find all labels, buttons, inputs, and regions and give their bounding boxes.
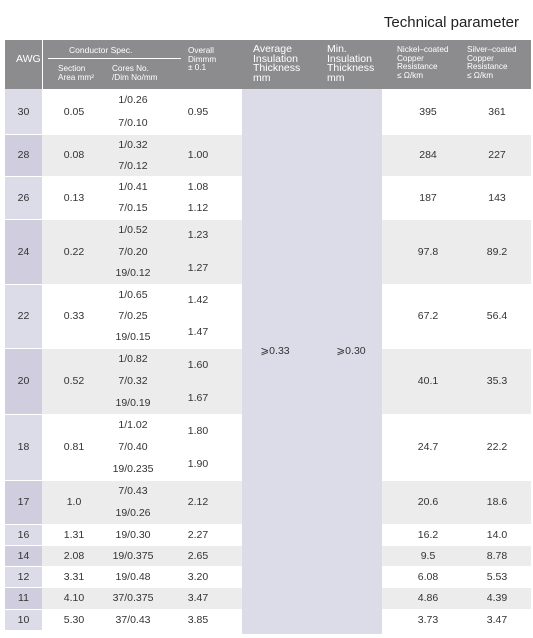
dims-cell: 1.47 (187, 326, 209, 338)
cores-cell: 7/0.25 (118, 310, 148, 322)
cores-cell: 19/0.15 (115, 331, 151, 344)
cores-cell: 1/0.82 (118, 353, 148, 365)
cores-cell: 7/0.12 (118, 159, 148, 172)
awg-cell: 20 (5, 348, 42, 414)
ni-cell: 4.86 (417, 592, 439, 604)
awg-cell: 26 (5, 176, 42, 219)
dims-cell: 3.85 (187, 613, 209, 626)
cores-cell: 1/0.65 (118, 288, 148, 301)
dims-cell: 0.95 (187, 105, 209, 118)
area-cell: 0.81 (63, 441, 85, 453)
ni-cell: 24.7 (417, 441, 439, 453)
ni-cell: 16.2 (417, 528, 439, 541)
ag-cell: 8.78 (486, 549, 508, 562)
dims-cell: 2.65 (187, 549, 209, 562)
cores-cell: 1/0.52 (118, 223, 148, 236)
header-nickel-resistance: Nickel–coated Copper Resistance ≤ Ω/km (397, 45, 449, 80)
ni-cell: 284 (419, 149, 437, 161)
cores-cell: 7/0.40 (118, 441, 148, 453)
area-cell: 0.08 (63, 149, 85, 161)
dims-cell: 1.12 (187, 202, 209, 215)
insulation-merged-cell (242, 89, 382, 634)
ag-cell: 4.39 (486, 592, 508, 604)
ag-cell: 227 (488, 149, 506, 161)
dims-cell: 1.90 (187, 457, 209, 470)
dims-cell: 1.23 (187, 229, 209, 242)
awg-cell: 17 (5, 480, 42, 524)
avg-insulation-value: ⩾0.33 (260, 345, 290, 357)
cores-cell: 1/0.26 (118, 94, 148, 107)
ni-cell: 9.5 (420, 549, 436, 562)
ag-cell: 56.4 (486, 310, 508, 322)
cores-cell: 19/0.12 (115, 267, 151, 280)
awg-cell: 18 (5, 414, 42, 480)
awg-cell: 24 (5, 219, 42, 284)
min-insulation-value: ⩾0.30 (336, 345, 366, 357)
awg-cell: 22 (5, 284, 42, 348)
cores-cell: 37/0.43 (115, 613, 151, 626)
awg-cell: 28 (5, 134, 42, 176)
cores-cell: 19/0.19 (115, 397, 151, 409)
ag-cell: 35.3 (486, 375, 508, 387)
ag-cell: 89.2 (486, 245, 508, 258)
cores-cell: 19/0.235 (112, 463, 154, 475)
awg-cell: 10 (5, 609, 42, 630)
header-avg-insulation: Average Insulation Thickness mm (253, 43, 301, 84)
ag-cell: 14.0 (486, 528, 508, 541)
ag-cell: 22.2 (486, 441, 508, 453)
cores-cell: 7/0.15 (118, 202, 148, 215)
cores-cell: 19/0.375 (112, 549, 154, 562)
cores-cell: 1/0.41 (118, 180, 148, 193)
area-cell: 3.31 (63, 570, 85, 583)
table-header (5, 40, 531, 89)
awg-cell: 16 (5, 524, 42, 545)
cores-cell: 19/0.30 (115, 528, 151, 541)
page-title: Technical parameter (383, 14, 519, 31)
area-cell: 4.10 (63, 592, 85, 604)
cores-cell: 7/0.43 (118, 485, 148, 497)
area-cell: 5.30 (63, 613, 85, 626)
dims-cell: 1.67 (187, 391, 209, 404)
cores-cell: 19/0.26 (115, 507, 151, 519)
area-cell: 0.13 (63, 191, 85, 204)
area-cell: 1.0 (66, 496, 82, 508)
header-section-area: Section Area mm² (58, 64, 94, 82)
cores-cell: 37/0.375 (112, 592, 154, 604)
ag-cell: 143 (488, 191, 506, 204)
dims-cell: 2.27 (187, 528, 209, 541)
header-cores-no: Cores No. /Dim No/mm (112, 64, 158, 82)
ag-cell: 3.47 (486, 613, 508, 626)
awg-cell: 11 (5, 587, 42, 609)
ni-cell: 6.08 (417, 570, 439, 583)
ni-cell: 3.73 (417, 613, 439, 626)
awg-cell: 30 (5, 89, 42, 134)
ag-cell: 18.6 (486, 496, 508, 508)
area-cell: 1.31 (63, 528, 85, 541)
header-overall: Overall Dimmm ± 0.1 (188, 46, 217, 72)
ni-cell: 97.8 (417, 245, 439, 258)
cores-cell: 7/0.10 (118, 116, 148, 129)
header-min-insulation: Min. Insulation Thickness mm (327, 43, 375, 84)
cores-cell: 1/1.02 (118, 419, 148, 431)
dims-cell: 1.00 (187, 149, 209, 161)
awg-cell: 12 (5, 566, 42, 587)
dims-cell: 3.47 (187, 592, 209, 604)
dims-cell: 1.80 (187, 424, 209, 437)
header-divider (42, 40, 43, 89)
header-silver-resistance: Silver–coated Copper Resistance ≤ Ω/km (467, 45, 517, 80)
ni-cell: 20.6 (417, 496, 439, 508)
area-cell: 0.33 (63, 310, 85, 322)
dims-cell: 1.08 (187, 180, 209, 193)
data-table (5, 89, 531, 634)
dims-cell: 1.27 (187, 261, 209, 274)
dims-cell: 2.12 (187, 496, 209, 508)
area-cell: 2.08 (63, 549, 85, 562)
ni-cell: 187 (419, 191, 437, 204)
cores-cell: 7/0.32 (118, 375, 148, 387)
area-cell: 0.05 (63, 105, 85, 118)
ag-cell: 5.53 (486, 570, 508, 583)
cores-cell: 7/0.20 (118, 245, 148, 258)
cores-cell: 19/0.48 (115, 570, 151, 583)
dims-cell: 1.42 (187, 294, 209, 306)
dims-cell: 3.20 (187, 570, 209, 583)
ni-cell: 40.1 (417, 375, 439, 387)
area-cell: 0.22 (63, 245, 85, 258)
awg-cell: 14 (5, 545, 42, 566)
header-conductor-spec: Conductor Spec. (69, 45, 133, 55)
cores-cell: 1/0.32 (118, 138, 148, 151)
ag-cell: 361 (488, 105, 506, 118)
ni-cell: 67.2 (417, 310, 439, 322)
header-divider (48, 58, 181, 59)
area-cell: 0.52 (63, 375, 85, 387)
header-awg: AWG (16, 53, 41, 65)
dims-cell: 1.60 (187, 358, 209, 371)
ni-cell: 395 (419, 105, 437, 118)
